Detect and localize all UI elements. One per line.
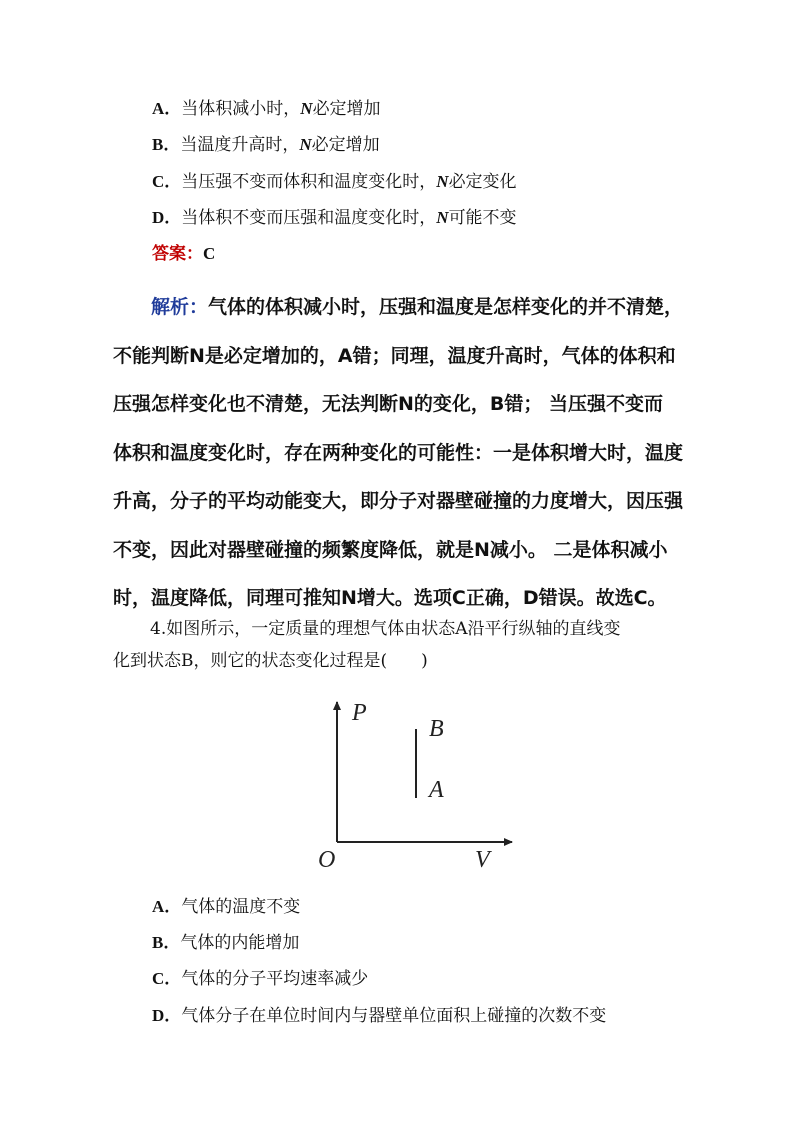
analysis-label: 解析： [151,296,209,318]
answer-label: 答案： [152,244,203,264]
analysis-line: 时，温度降低，同理可推知N增大。选项C正确，D错误。故选C。 [113,587,667,609]
analysis-line: 升高，分子的平均动能变大，即分子对器壁碰撞的力度增大，因压强 [113,490,684,512]
origin-label: O [318,847,336,873]
q4-option-c: C．气体的分子平均速率减少 [152,969,369,989]
y-axis-label: P [352,700,367,726]
answer-value: C [203,244,216,263]
q3-option-b: B．当温度升高时，N必定增加 [152,135,380,155]
q4-option-d: D．气体分子在单位时间内与器壁单位面积上碰撞的次数不变 [152,1006,607,1026]
analysis-line: 体积和温度变化时，存在两种变化的可能性：一是体积增大时，温度 [113,441,684,464]
analysis-line: 解析：气体的体积减小时，压强和温度是怎样变化的并不清楚， [151,296,684,318]
point-b-label: B [429,716,444,742]
q4-option-b: B．气体的内能增加 [152,933,300,953]
q4-stem: 4.如图所示，一定质量的理想气体由状态A沿平行纵轴的直线变 化到状态B，则它的状态变化过程是( ) [113,619,621,671]
q3-analysis [113,283,693,623]
analysis-line: 不能判断N是必定增加的，A错；同理，温度升高时，气体的体积和 [113,344,676,367]
q3-option-c: C．当压强不变而体积和温度变化时，N必定变化 [152,172,517,192]
q3-answer [152,243,215,265]
analysis-line: 压强怎样变化也不清楚，无法判断N的变化，B错； 当压强不变而 [113,393,663,415]
x-axis-label: V [475,847,490,873]
q3-option-d: D．当体积不变而压强和温度变化时，N可能不变 [152,208,517,228]
q3-option-a: A．当体积减小时，N必定增加 [152,99,381,119]
q4-option-a: A．气体的温度不变 [152,897,301,917]
pv-diagram [310,692,530,877]
point-a-label: A [429,777,444,803]
analysis-line: 不变，因此对器壁碰撞的频繁度降低，就是N减小。 二是体积减小 [113,538,668,561]
